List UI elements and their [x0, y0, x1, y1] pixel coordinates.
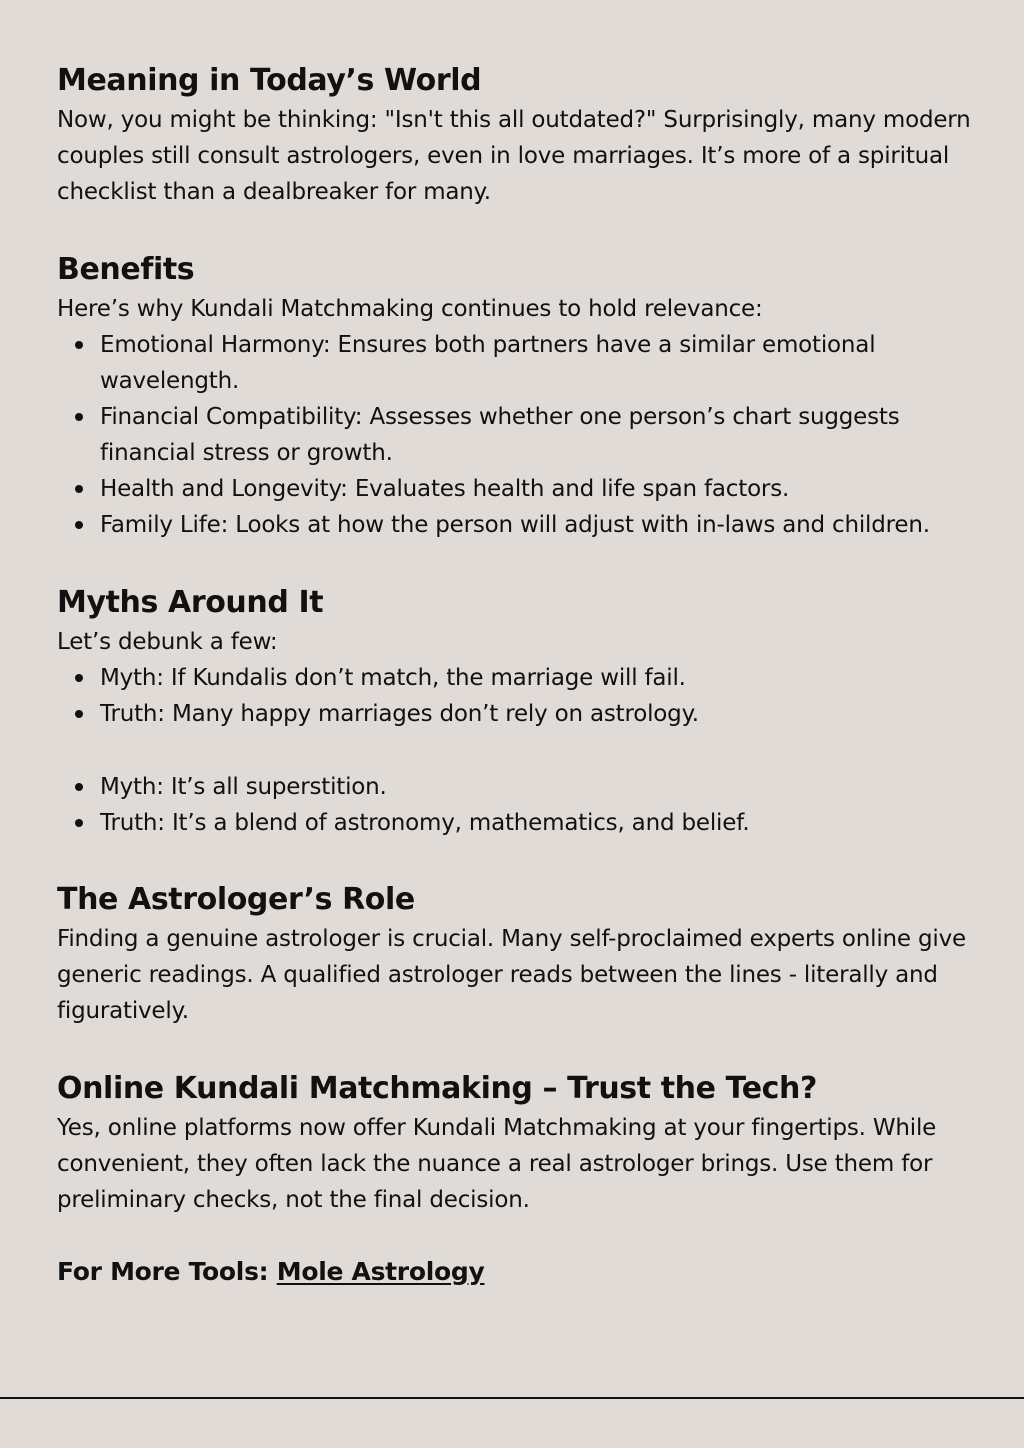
footer-label: For More Tools:	[57, 1257, 277, 1286]
heading-benefits: Benefits	[57, 252, 195, 287]
article-content	[57, 62, 987, 1290]
mole-astrology-link[interactable]: Mole Astrology	[276, 1257, 485, 1286]
section-benefits	[57, 251, 987, 543]
section-myths	[57, 584, 987, 841]
list-item: Truth: It’s a blend of astronomy, mathematics, and belief.	[100, 805, 987, 841]
myths-list-1	[57, 660, 987, 732]
myths-list-2	[57, 769, 987, 841]
list-item: Myth: If Kundalis don’t match, the marriage will fail.	[100, 660, 987, 696]
list-item: Emotional Harmony: Ensures both partners have a similar emotional wavelength.	[100, 327, 987, 399]
paragraph-online: Yes, online platforms now offer Kundali Matchmaking at your fingertips. While convenient, they often lack the nuance a real astrologer brings. Use them for preliminary checks, not the final decision.	[57, 1115, 937, 1213]
heading-online: Online Kundali Matchmaking – Trust the Tech?	[57, 1071, 817, 1106]
heading-astrologer: The Astrologer’s Role	[57, 882, 415, 917]
section-astrologer	[57, 881, 987, 1029]
footer-tools-line	[57, 1254, 987, 1290]
benefits-list	[57, 327, 987, 543]
section-meaning	[57, 62, 987, 210]
paragraph-astrologer: Finding a genuine astrologer is crucial. Many self-proclaimed experts online give generic readings. A qualified astrologer reads between the lines - literally and figuratively.	[57, 926, 966, 1024]
heading-meaning: Meaning in Today’s World	[57, 63, 482, 98]
list-item: Myth: It’s all superstition.	[100, 769, 987, 805]
list-item: Truth: Many happy marriages don’t rely on astrology.	[100, 696, 987, 732]
list-item: Financial Compatibility: Assesses whether one person’s chart suggests financial stress or growth.	[100, 399, 987, 471]
paragraph-meaning: Now, you might be thinking: "Isn't this all outdated?" Surprisingly, many modern couples still consult astrologers, even in love marriages. It’s more of a spiritual checklist than a dealbreaker for many.	[57, 107, 971, 205]
paragraph-benefits-intro: Here’s why Kundali Matchmaking continues to hold relevance:	[57, 296, 763, 322]
bottom-divider	[0, 1397, 1024, 1399]
heading-myths: Myths Around It	[57, 585, 324, 620]
list-item: Family Life: Looks at how the person will adjust with in-laws and children.	[100, 507, 987, 543]
paragraph-myths-intro: Let’s debunk a few:	[57, 629, 278, 655]
section-online	[57, 1070, 987, 1218]
list-item: Health and Longevity: Evaluates health and life span factors.	[100, 471, 987, 507]
